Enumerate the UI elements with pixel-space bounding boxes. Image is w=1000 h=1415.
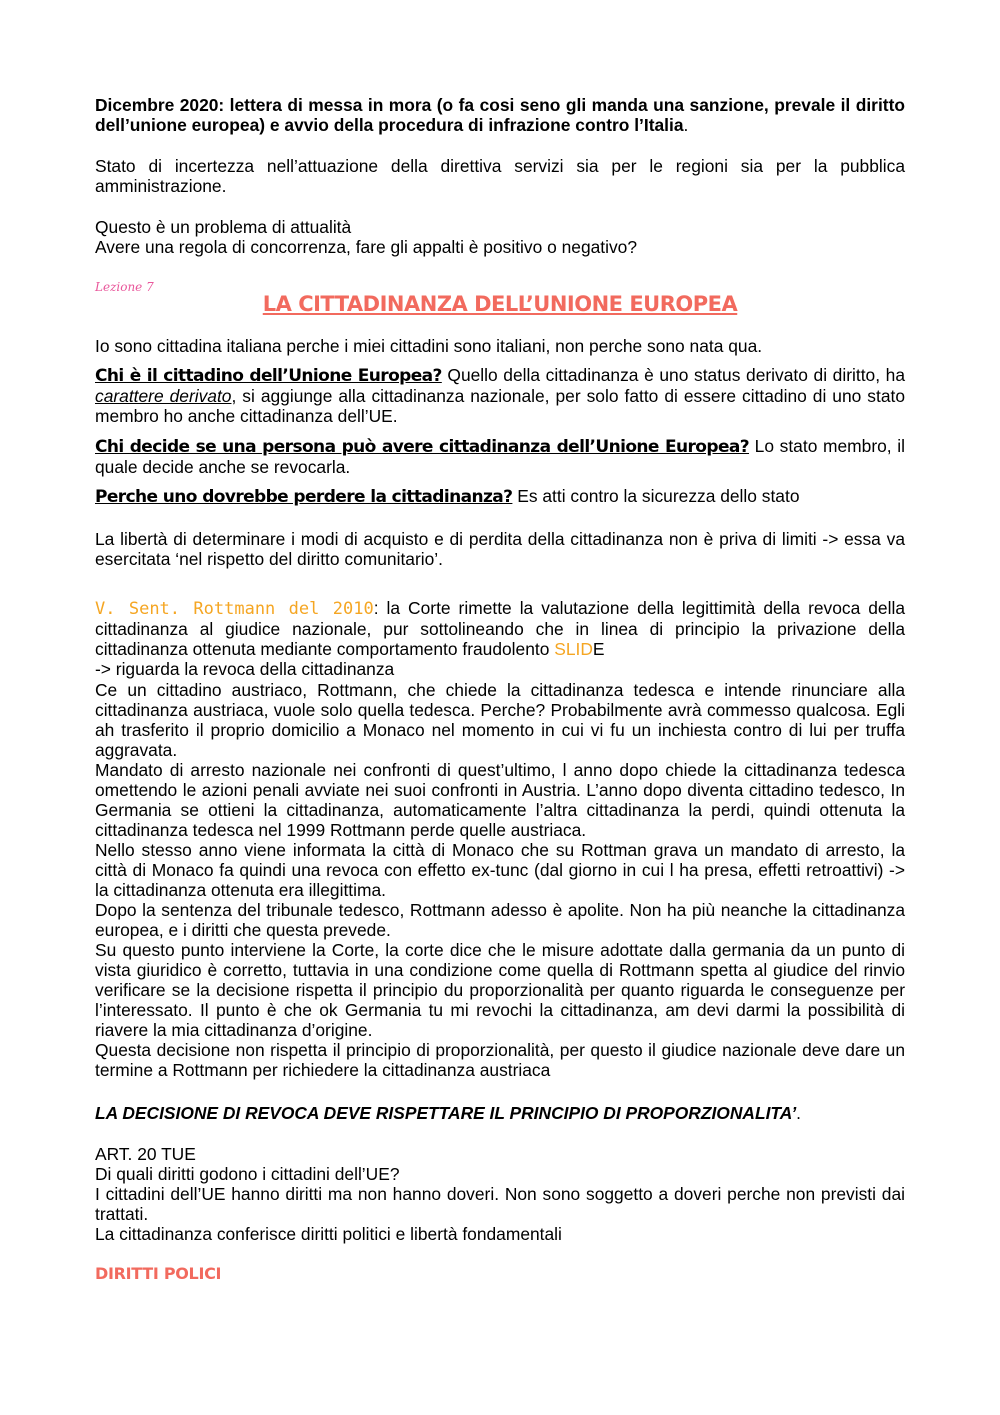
rottmann-arrow-line: -> riguarda la revoca della cittadinanza (95, 659, 395, 679)
section-title-political-rights: DIRITTI POLICI (95, 1264, 222, 1283)
question-who-decides: Chi decide se una persona può avere cittadinanza dell’Unione Europea? (95, 437, 750, 457)
rottmann-para-3: Nello stesso anno viene informata la città di Monaco che su Rottman grava un mandato di arresto, la città di Monaco fa quindi una revoca con effetto ex-tunc (dal giorno in cui l ha presa, effetti retroattivi) -> la cittadinanza ottenuta era illegittima. (95, 840, 905, 900)
q1-italic-term: carattere derivato (95, 386, 232, 406)
paragraph-infringement (95, 95, 905, 135)
rottmann-para-2: Mandato di arresto nazionale nei confronti di quest’ultimo, l anno dopo chiede la cittadinanza tedesca omettendo le azioni penali avviate nei suoi confronti in Austria. L’anno dopo diventa cittadino tedesco, In Germania se ottieni la cittadinanza, automaticamente l’altra cittadinanza la perdi, quindi ottenuta la cittadinanza tedesca nel 1999 Rottmann perde quelle austriaca. (95, 760, 905, 840)
principle-statement (95, 1103, 905, 1123)
rottmann-para-6: Questa decisione non rispetta il principio di proporzionalità, per questo il giudice nazionale deve dare un termine a Rottmann per richiedere la cittadinanza austriaca (95, 1040, 905, 1080)
principle-text: LA DECISIONE DI REVOCA DEVE RISPETTARE IL PRINCIPIO DI PROPORZIONALITA’ (95, 1103, 797, 1123)
art20-answer: I cittadini dell’UE hanno diritti ma non hanno doveri. Non sono soggetto a doveri perche non previsti dai trattati. (95, 1184, 905, 1224)
art20-question: Di quali diritti godono i cittadini dell’UE? (95, 1164, 400, 1184)
rottmann-para-1: Ce un cittadino austriaco, Rottmann, che chiede la cittadinanza tedesca e intende rinunciare alla cittadinanza austriaca, vuole solo quella tedesca. Perche? Probabilmente avrà commesso qualcosa. Egli ah trasferito il proprio domicilio a Monaco nel momento in cui vi fu un inchiesta contro di lui per truffa aggravata. (95, 680, 905, 760)
principle-tail: . (796, 1103, 802, 1123)
infringement-tail: . (683, 115, 689, 135)
slide-label-black: E (592, 639, 605, 659)
paragraph-topicality (95, 217, 905, 257)
topicality-line-2: Avere una regola di concorrenza, fare gli appalti è positivo o negativo? (95, 237, 638, 257)
art20-block (95, 1144, 905, 1244)
q1-text-after: , si aggiunge alla cittadinanza nazionale, per solo fatto di essere cittadino di uno stato membro ho anche cittadinanza dell’UE. (95, 386, 905, 426)
art20-closing: La cittadinanza conferisce diritti politici e libertà fondamentali (95, 1224, 562, 1244)
paragraph-limits: La libertà di determinare i modi di acquisto e di perdita della cittadinanza non è priva di limiti -> essa va esercitata ‘nel rispetto del diritto comunitario’. (95, 529, 905, 569)
slide-label-orange: SLID (554, 639, 593, 659)
case-title-rottmann: V. Sent. Rottmann del 2010 (95, 599, 374, 619)
paragraph-q3 (95, 486, 905, 507)
question-citizen-ue: Chi è il cittadino dell’Unione Europea? (95, 366, 442, 386)
paragraph-q2 (95, 436, 905, 477)
topicality-line-1: Questo è un problema di attualità (95, 217, 352, 237)
paragraph-intro: Io sono cittadina italiana perche i miei cittadini sono italiani, non perche sono nata qua. (95, 336, 763, 356)
paragraph-rottmann-intro (95, 598, 905, 679)
lesson-label: Lezione 7 (95, 280, 154, 294)
q3-text: Es atti contro la sicurezza dello stato (512, 486, 800, 506)
q2-text: Lo stato membro, il quale decide anche se revocarla. (95, 436, 906, 477)
infringement-bold-text: Dicembre 2020: lettera di messa in mora (o fa cosi seno gli manda una sanzione, prevale il diritto dell’unione europea) e avvio della procedura di infrazione contro l’Italia (95, 95, 905, 135)
rottmann-para-4: Dopo la sentenza del tribunale tedesco, Rottmann adesso è apolite. Non ha più neanche la cittadinanza europea, e i diritti che questa prevede. (95, 900, 905, 940)
art20-heading: ART. 20 TUE (95, 1144, 196, 1164)
question-why-lose: Perche uno dovrebbe perdere la cittadinanza? (95, 487, 513, 507)
rottmann-intro-text: : la Corte rimette la valutazione della legittimità della revoca della cittadinanza al giudice nazionale, pur sottolineando che in linea di principio la privazione della cittadinanza ottenuta mediante comportamento fraudolento (95, 598, 905, 659)
paragraph-uncertainty: Stato di incertezza nell’attuazione della direttiva servizi sia per le regioni sia per la pubblica amministrazione. (95, 156, 905, 196)
q1-text-before: Quello della cittadinanza è uno status derivato di diritto, ha (441, 365, 905, 385)
rottmann-story (95, 680, 905, 1080)
rottmann-para-5: Su questo punto interviene la Corte, la corte dice che le misure adottate dalla germania da un punto di vista giuridico è corretto, tuttavia in una condizione come quella di Rottmann spetta al giudice del rinvio verificare se la decisione rispetta il principio du proporzionalità per quanto riguarda le conseguenze per l’interessato. Il punto è che ok Germania tu mi revochi la cittadinanza, am devi darmi la possibilità di riavere la mia cittadinanza d’origine. (95, 940, 905, 1040)
paragraph-q1 (95, 365, 905, 426)
chapter-title: LA CITTADINANZA DELL’UNIONE EUROPEA (262, 292, 738, 316)
